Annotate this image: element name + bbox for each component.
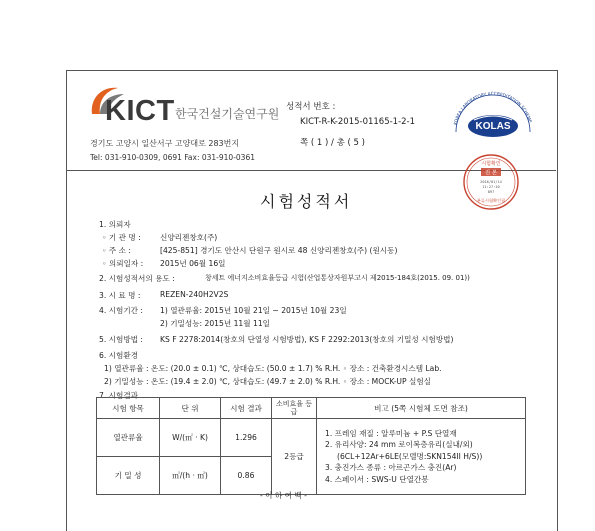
purpose-heading: 2. 시험성적서의 용도 : [99,274,175,283]
notes-cell [317,419,526,495]
verification-stamp-icon [461,152,521,212]
environment-line-2: 2) 기밀성능 : 온도: (19.4 ± 2.0) ℃, 상대습도: (49.7 ± 2.0) % R.H. ◦ 장소 : MOCK-UP 실험실 [104,377,431,386]
svg-text:시험확인: 시험확인 [481,161,501,167]
specimen-value: REZEN-240H2V2S [160,290,229,299]
row1-item: 열관류율 [97,419,160,457]
svg-text:KOREA LABORATORY ACCREDITATION: KOREA LABORATORY ACCREDITATION SCHEME [453,91,532,126]
note-line: 2. 유리사양: 24 mm 로이복층유리(실내/외) [325,440,473,450]
note-line: 4. 스페이서 : SWS-U 단열간봉 [325,474,429,484]
svg-text:진 본: 진 본 [484,170,498,177]
specimen-heading: 3. 시 료 명 : [99,291,141,300]
header-note: 비고 (5쪽 시험체 도면 참조) [317,398,526,419]
certificate-number-label: 성적서 번호 : [286,102,336,112]
table-row [97,419,526,457]
client-address-value: [425-851] 경기도 안산시 단원구 원시로 48 신양리젠창호(주) (원시동) [160,246,398,255]
svg-text:11:27:10: 11:27:10 [482,185,500,189]
certificate-number: KICT-R-K-2015-01165-1-2-1 [300,117,416,127]
row2-result: 0.86 [221,457,272,495]
period-line-1: 1) 열관류율: 2015년 10월 21일 ~ 2015년 10월 23일 [160,306,347,315]
client-org-value: 신양리젠창호(주) [160,233,218,242]
environment-heading: 6. 시험환경 [99,351,139,360]
row2-unit: ㎥/(h · ㎡) [160,457,221,495]
header-result: 시험 결과 [221,398,272,419]
note-line: (6CL+12Ar+6LE(모델명:SKN154II H/S)) [337,451,483,461]
row2-item: 기 밀 성 [97,457,160,495]
environment-line-1: 1) 열관류율 : 온도: (20.0 ± 0.1) ℃, 상대습도: (50.0 ± 1.7) % R.H. ◦ 장소 : 건축환경시스템 Lab. [104,364,442,373]
note-line: 1. 프레임 재질 : 알루미늄 + P.S 단열재 [325,428,457,438]
organization-contact: Tel: 031-910-0309, 0691 Fax: 031-910-0361 [90,153,255,162]
brand-name: KICT [105,95,175,127]
results-table [96,397,526,495]
svg-text:897: 897 [487,190,495,194]
document-title: 시험성적서 [260,192,353,211]
row1-unit: W/(㎡ · K) [160,419,221,457]
kolas-text: KOLAS [475,121,511,132]
method-heading: 5. 시험방법 : [99,335,143,344]
client-date-label: ◦ 의뢰일자 : [102,259,144,268]
method-value: KS F 2278:2014(창호의 단열성 시험방법), KS F 2292:2013(창호의 기밀성 시험방법) [160,335,454,344]
organization-address: 경기도 고양시 일산서구 고양대로 283번지 [90,139,240,148]
end-marker: - 이 하 여 백 - [260,491,307,500]
page-info: 쪽 ( 1 ) / 총 ( 5 ) [300,138,365,148]
header-grade: 소비효율 등 급 [272,398,317,419]
table-header-row [97,398,526,419]
svg-text:분류시험확인필: 분류시험확인필 [476,198,506,203]
client-address-label: ◦ 주 소 : [102,246,131,255]
header-item: 시험 항목 [97,398,160,419]
purpose-value: 창세트 에너지소비효율등급 시험(산업통상자원부고시 제2015-184호(2015. 09. 01)) [205,274,470,282]
period-heading: 4. 시험기간 : [99,306,143,315]
kolas-logo-icon [444,82,542,152]
section-client-heading: 1. 의뢰자 [99,220,131,229]
client-org-label: ◦ 기 관 명 : [102,233,141,242]
note-line: 3. 충진가스 종류 : 아르곤가스 충진(Ar) [325,463,457,473]
client-date-value: 2015년 06월 16일 [160,259,226,268]
header-unit: 단 위 [160,398,221,419]
row1-result: 1.296 [221,419,272,457]
period-line-2: 2) 기밀성능: 2015년 11월 11일 [160,319,271,328]
svg-text:2016/01/14: 2016/01/14 [480,180,502,184]
results-heading: 7. 시험결과 [99,391,139,400]
grade-cell: 2등급 [272,419,317,495]
organization-name: 한국건설기술연구원 [175,107,280,121]
